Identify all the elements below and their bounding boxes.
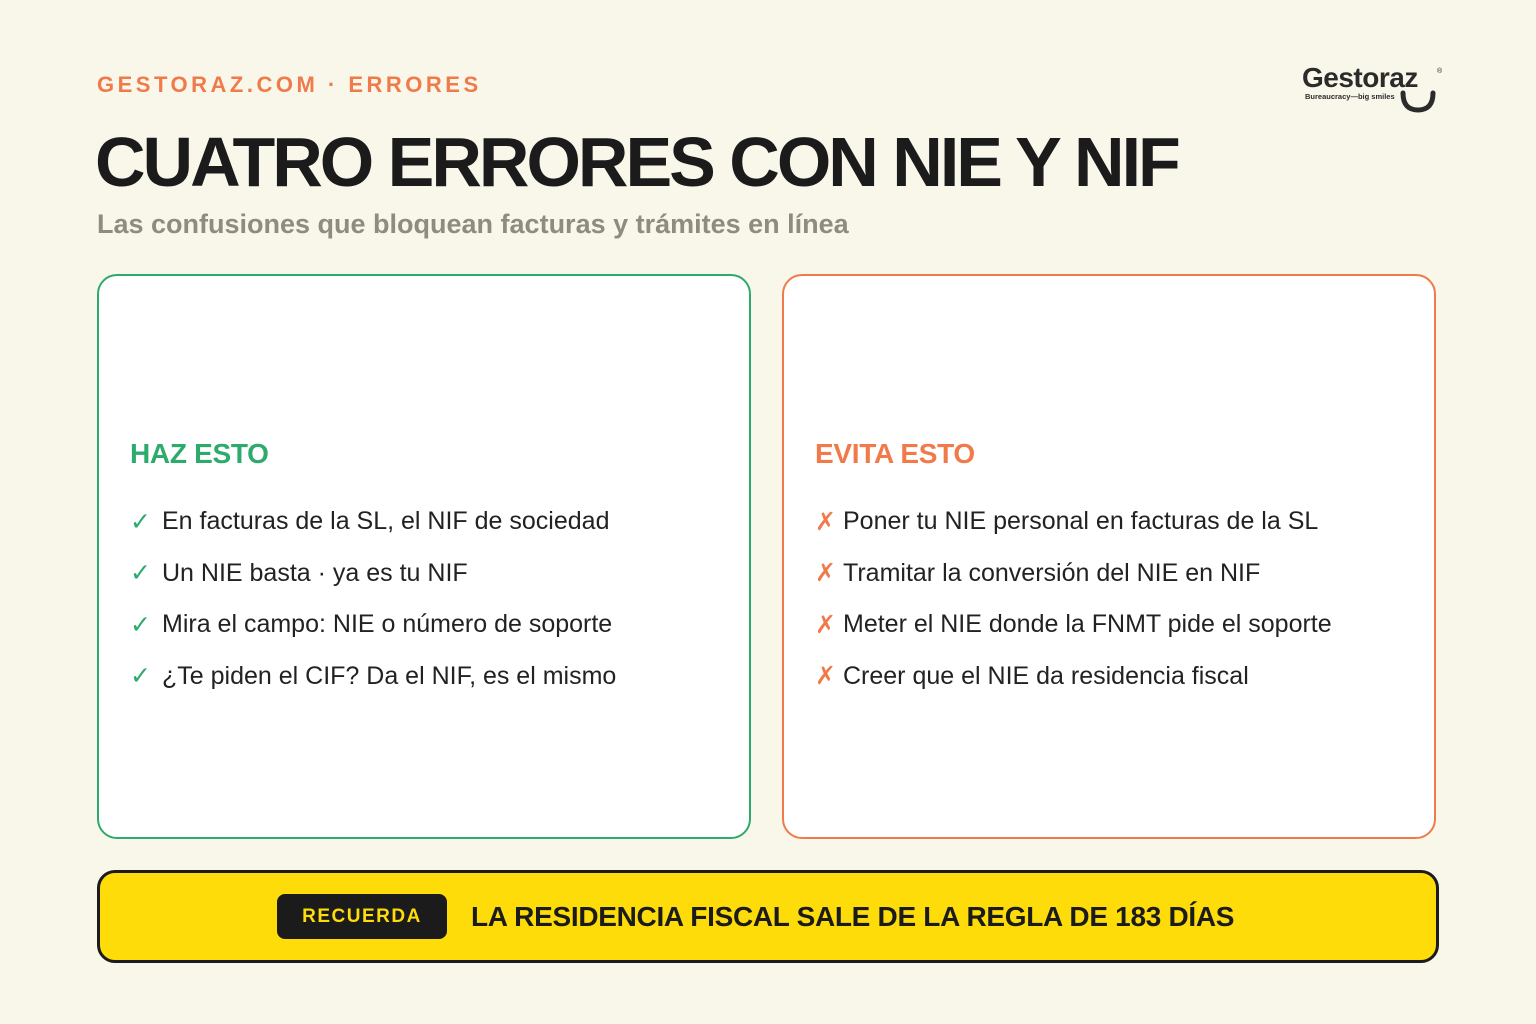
do-list-item	[130, 599, 616, 651]
eyebrow-label: GESTORAZ.COM · ERRORES	[97, 72, 482, 97]
dont-list-item	[815, 496, 1332, 548]
dont-list	[815, 496, 1332, 702]
reminder-badge: RECUERDA	[277, 894, 447, 939]
do-item-text: ¿Te piden el CIF? Da el NIF, es el mismo	[162, 661, 617, 690]
page-subtitle: Las confusiones que bloquean facturas y trámites en línea	[97, 209, 849, 239]
smile-icon	[1400, 90, 1436, 114]
cross-icon: ✗	[815, 610, 836, 639]
dont-list-item	[815, 548, 1332, 600]
check-icon: ✓	[130, 559, 151, 588]
do-card-heading: HAZ ESTO	[130, 438, 269, 469]
do-item-text: Mira el campo: NIE o número de soporte	[162, 610, 613, 639]
dont-item-text: Tramitar la conversión del NIE en NIF	[843, 558, 1261, 587]
do-list-item	[130, 651, 616, 703]
cross-icon: ✗	[815, 507, 836, 536]
do-list-item	[130, 496, 616, 548]
dont-list-item	[815, 651, 1332, 703]
do-item-text: En facturas de la SL, el NIF de sociedad	[162, 507, 610, 536]
dont-card	[782, 274, 1436, 839]
logo-wordmark: Gestoraz	[1302, 62, 1418, 93]
check-icon: ✓	[130, 507, 151, 536]
logo-registered-mark: ®	[1437, 68, 1443, 75]
dont-item-text: Creer que el NIE da residencia fiscal	[843, 661, 1249, 690]
check-icon: ✓	[130, 610, 151, 639]
do-list-item	[130, 548, 616, 600]
brand-logo[interactable]	[1300, 60, 1450, 110]
dont-card-heading: EVITA ESTO	[815, 438, 975, 469]
dont-item-text: Meter el NIE donde la FNMT pide el soporte	[843, 610, 1332, 639]
cross-icon: ✗	[815, 662, 836, 691]
logo-tagline: Bureaucracy—big smiles	[1305, 92, 1395, 101]
dont-item-text: Poner tu NIE personal en facturas de la SL	[843, 507, 1319, 536]
do-list	[130, 496, 616, 702]
reminder-banner	[97, 870, 1439, 963]
dont-list-item	[815, 599, 1332, 651]
page-title: CUATRO ERRORES CON NIE Y NIF	[95, 123, 1178, 201]
do-item-text: Un NIE basta · ya es tu NIF	[162, 558, 468, 587]
check-icon: ✓	[130, 662, 151, 691]
do-card	[97, 274, 751, 839]
reminder-text: LA RESIDENCIA FISCAL SALE DE LA REGLA DE 183 DÍAS	[471, 901, 1235, 932]
cross-icon: ✗	[815, 559, 836, 588]
